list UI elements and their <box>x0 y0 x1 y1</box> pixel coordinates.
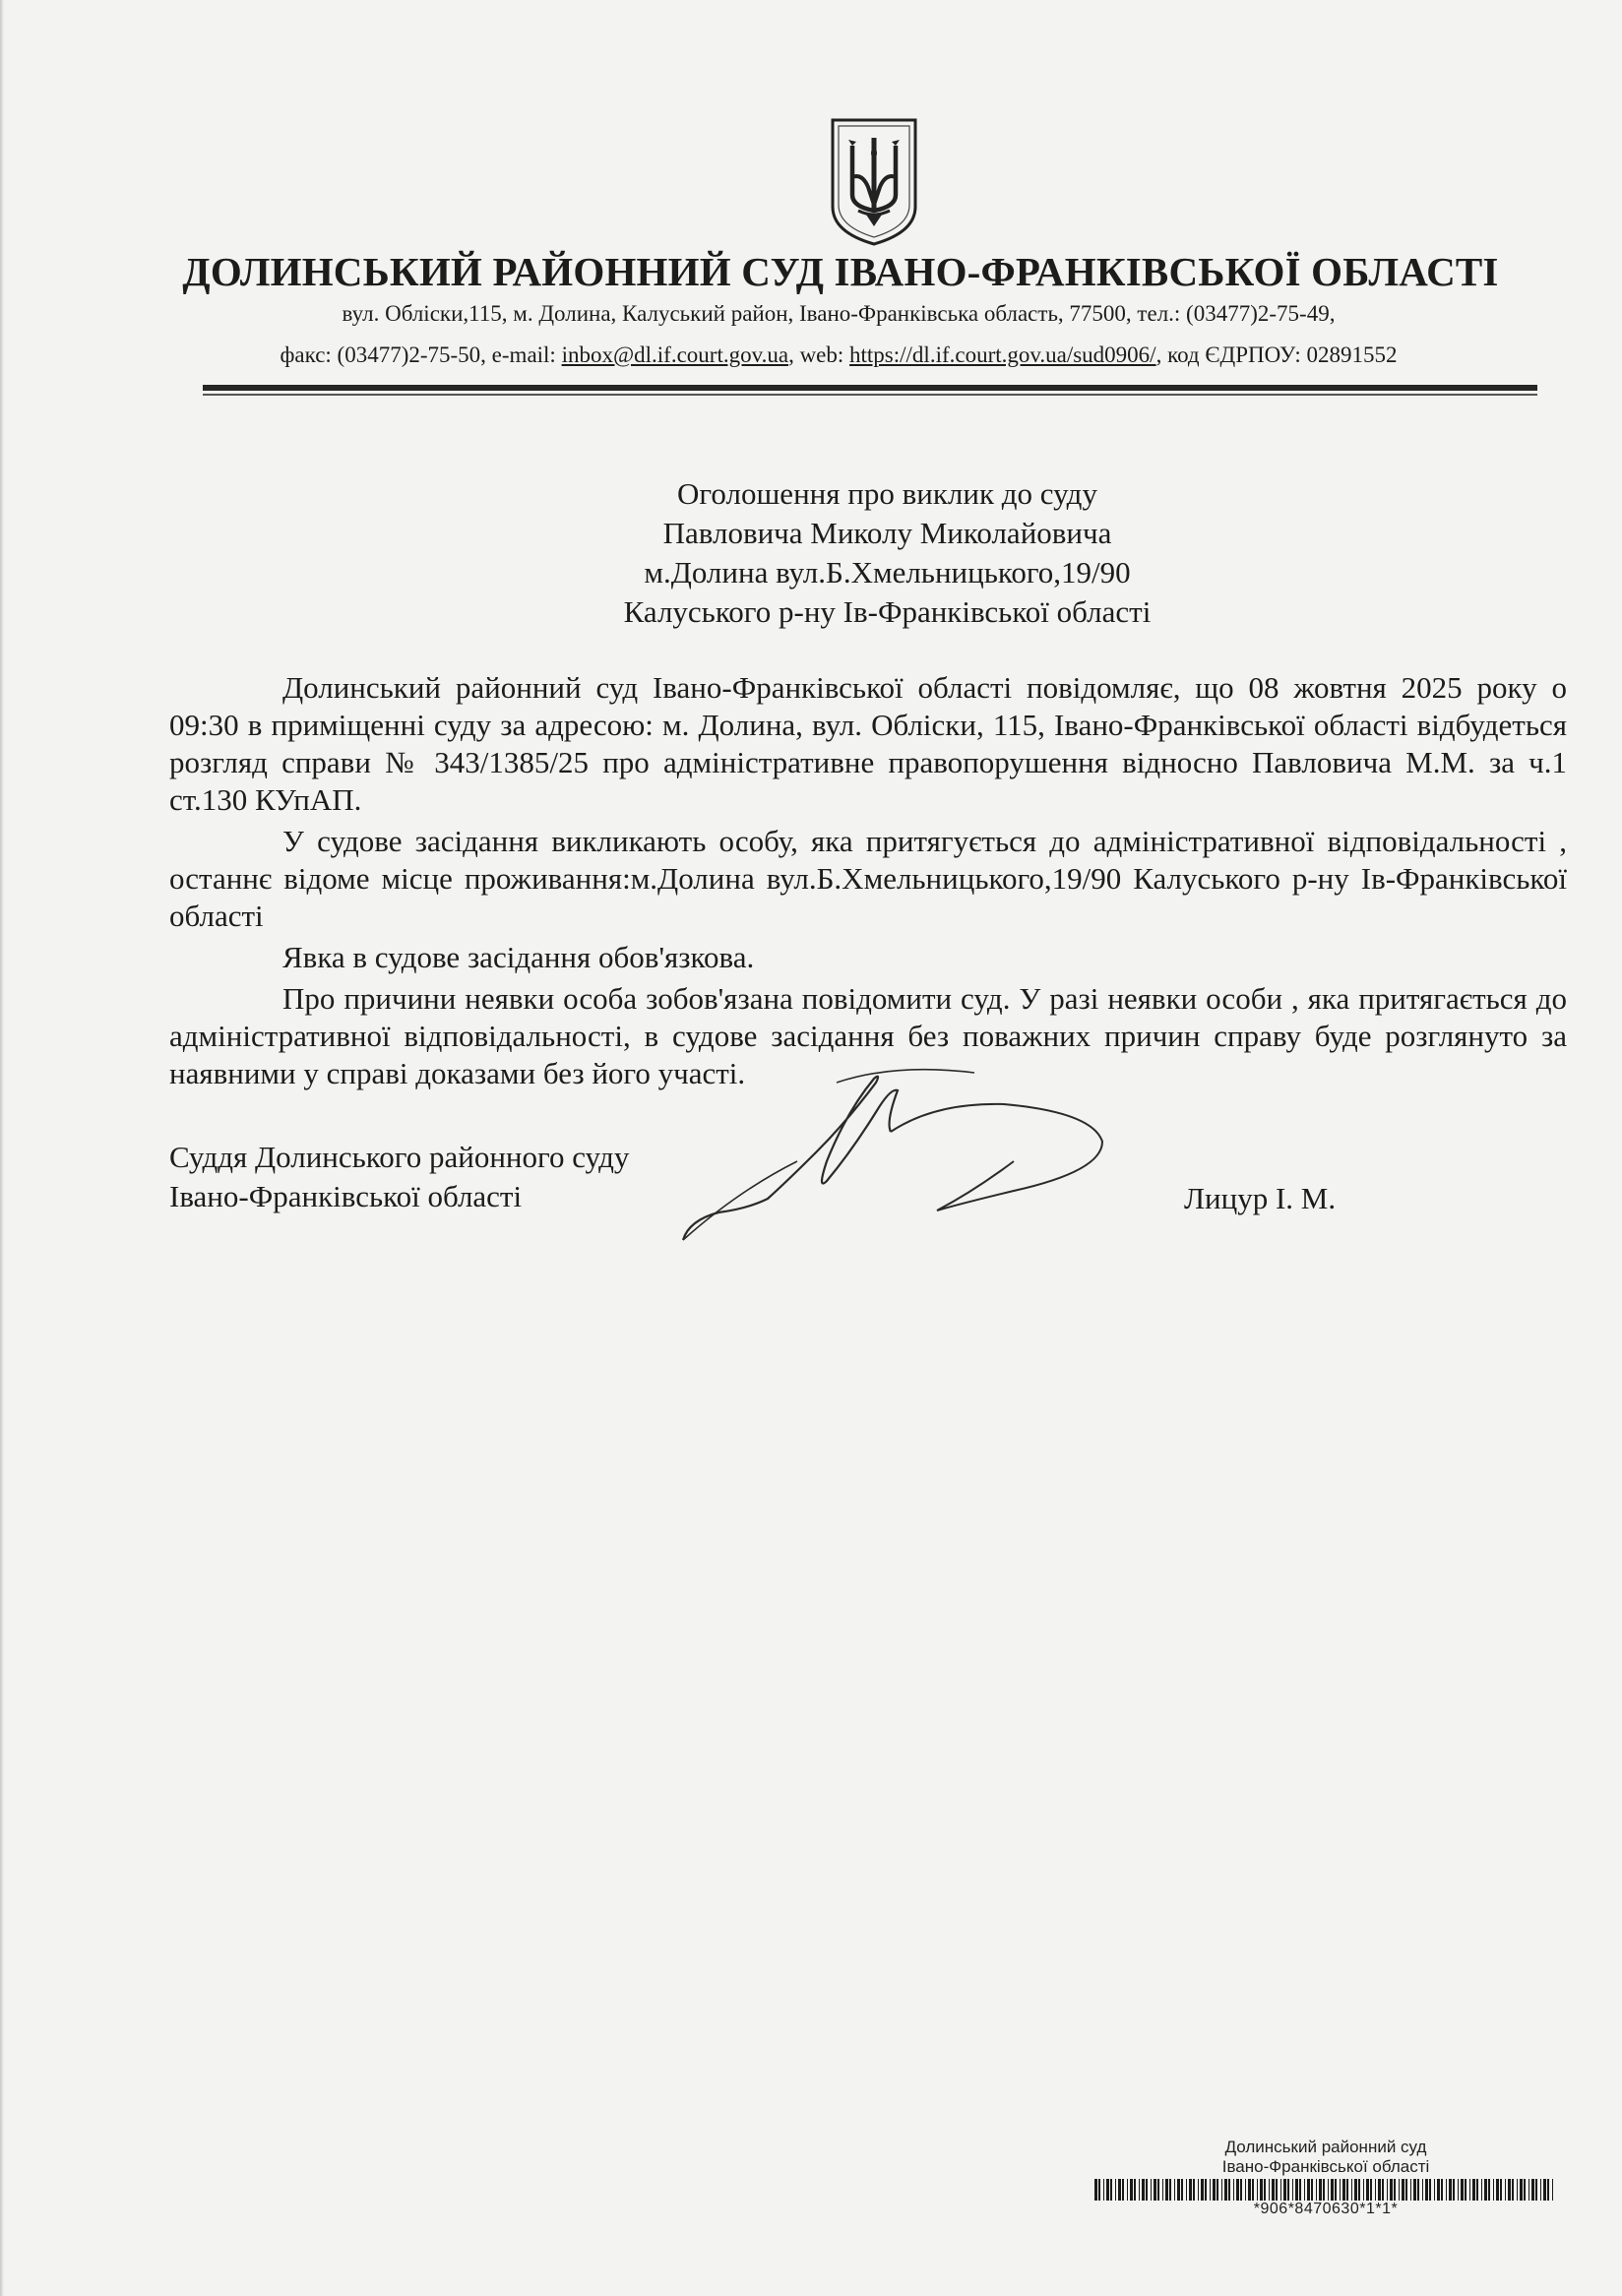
barcode-bar <box>1378 2179 1381 2201</box>
barcode-bar <box>1547 2179 1549 2201</box>
barcode-bar <box>1528 2179 1529 2201</box>
barcode-number: *906*8470630*1*1* <box>1253 2201 1399 2217</box>
barcode-bar <box>1307 2179 1310 2201</box>
barcode-bar <box>1154 2179 1156 2201</box>
barcode-bar <box>1210 2179 1211 2201</box>
barcode-bar <box>1552 2179 1553 2201</box>
barcode-bar <box>1472 2179 1475 2201</box>
barcode-bar <box>1276 2179 1278 2201</box>
ukraine-coat-of-arms-icon <box>829 116 919 248</box>
barcode-bar <box>1358 2179 1360 2201</box>
barcode-bar <box>1304 2179 1305 2201</box>
barcode-bar <box>1484 2179 1487 2201</box>
paragraph-absence: Про причини неявки особа зобов'язана повідомити суд. У разі неявки особи , яка притягається до адміністративної відповідальності, в судове засідання без поважних причин справу буде розглянуто за наявними у справі доказами без його участі. <box>169 981 1567 1090</box>
barcode-bar <box>1429 2179 1431 2201</box>
judge-title-line: Суддя Долинського районного суду <box>169 1140 630 1174</box>
paragraph-attendance: Явка в судове засідання обов'язкова. <box>282 940 755 974</box>
barcode-bar <box>1505 2179 1506 2201</box>
barcode-bar <box>1387 2179 1388 2201</box>
barcode-bar <box>1174 2179 1175 2201</box>
barcode-bar <box>1146 2179 1148 2201</box>
barcode-bar <box>1441 2179 1443 2201</box>
email-link[interactable]: inbox@dl.if.court.gov.ua <box>561 342 789 367</box>
barcode-bar <box>1151 2179 1152 2201</box>
notice-heading <box>0 474 1622 632</box>
court-contacts <box>0 342 1622 368</box>
barcode-bar <box>1399 2179 1400 2201</box>
barcode-bar <box>1103 2179 1104 2201</box>
barcode-bar <box>1157 2179 1159 2201</box>
barcode-bar <box>1280 2179 1281 2201</box>
barcode-bar <box>1228 2179 1230 2201</box>
barcode-bar <box>1287 2179 1289 2201</box>
barcode-bar <box>1453 2179 1455 2201</box>
barcode-bar <box>1252 2179 1254 2201</box>
judge-region-line: Івано-Франківської області <box>169 1179 523 1213</box>
barcode-bar <box>1331 2179 1334 2201</box>
barcode-bar <box>1292 2179 1293 2201</box>
barcode-bar <box>1366 2179 1369 2201</box>
barcode-bar <box>1328 2179 1329 2201</box>
barcode-bar <box>1205 2179 1207 2201</box>
barcode-bar <box>1272 2179 1275 2201</box>
barcode-bar <box>1531 2179 1534 2201</box>
registration-stamp <box>1094 2138 1557 2218</box>
barcode-bar <box>1311 2179 1313 2201</box>
barcode-bar <box>1127 2179 1128 2201</box>
handwritten-signature <box>679 1043 1122 1260</box>
barcode-bar <box>1402 2179 1404 2201</box>
barcode-bar <box>1500 2179 1502 2201</box>
barcode-bar <box>1417 2179 1419 2201</box>
barcode-bar <box>1319 2179 1322 2201</box>
stamp-region-line: Івано-Франківської області <box>1221 2157 1430 2176</box>
barcode-bar <box>1269 2179 1270 2201</box>
barcode-bar <box>1139 2179 1140 2201</box>
barcode-bar <box>1193 2179 1195 2201</box>
barcode-bar <box>1346 2179 1348 2201</box>
barcode-bar <box>1189 2179 1192 2201</box>
barcode-bar <box>1257 2179 1258 2201</box>
barcode-bar <box>1335 2179 1337 2201</box>
barcode-bar <box>1405 2179 1407 2201</box>
web-label: , web: <box>788 342 850 367</box>
stamp-court-line: Долинський районний суд <box>1224 2138 1427 2156</box>
barcode-bar <box>1496 2179 1499 2201</box>
barcode <box>1094 2179 1557 2201</box>
barcode-bar <box>1264 2179 1266 2201</box>
barcode-bar <box>1434 2179 1435 2201</box>
barcode-bar <box>1169 2179 1171 2201</box>
barcode-bar <box>1520 2179 1523 2201</box>
addressee-street: м.Долина вул.Б.Хмельницького,19/90 <box>644 555 1131 590</box>
barcode-bar <box>1248 2179 1251 2201</box>
website-link[interactable]: https://dl.if.court.gov.ua/sud0906/ <box>849 342 1156 367</box>
barcode-bar <box>1351 2179 1352 2201</box>
notice-title: Оголошення про виклик до суду <box>677 476 1097 511</box>
barcode-bar <box>1260 2179 1263 2201</box>
court-name: ДОЛИНСЬКИЙ РАЙОННИЙ СУД ІВАНО-ФРАНКІВСЬКОЇ ОБЛАСТІ <box>182 249 1499 294</box>
barcode-bar <box>1363 2179 1364 2201</box>
barcode-bar <box>1216 2179 1218 2201</box>
barcode-bar <box>1198 2179 1199 2201</box>
barcode-bar <box>1201 2179 1204 2201</box>
addressee-region: Калуського р-ну Ів-Франківської області <box>623 594 1152 629</box>
barcode-bar <box>1122 2179 1124 2201</box>
barcode-bar <box>1469 2179 1470 2201</box>
barcode-bar <box>1240 2179 1242 2201</box>
barcode-bar <box>1181 2179 1183 2201</box>
barcode-bar <box>1110 2179 1112 2201</box>
barcode-bar <box>1465 2179 1466 2201</box>
barcode-bar <box>1524 2179 1526 2201</box>
barcode-bar <box>1245 2179 1246 2201</box>
barcode-bar <box>1461 2179 1464 2201</box>
barcode-bar <box>1233 2179 1234 2201</box>
barcode-bar <box>1340 2179 1341 2201</box>
fax-text: факс: (03477)2-75-50, e-mail: <box>280 342 562 367</box>
barcode-bar <box>1512 2179 1514 2201</box>
barcode-bar <box>1425 2179 1428 2201</box>
barcode-bar <box>1458 2179 1459 2201</box>
barcode-bar <box>1342 2179 1345 2201</box>
paragraph-hearing: Долинський районний суд Івано-Франківської області повідомляє, що 08 жовтня 2025 року о 09:30 в приміщенні суду за адресою: м. Долина, вул. Обліски, 115, Івано-Франківської області відбудеться розгляд справи № 343/1385/25 про адміністративне правопорушення відносно Павловича М.М. за ч.1 ст.130 КУпАП. <box>169 670 1567 817</box>
barcode-bar <box>1410 2179 1411 2201</box>
barcode-bar <box>1449 2179 1452 2201</box>
barcode-bar <box>1186 2179 1187 2201</box>
barcode-bar <box>1540 2179 1541 2201</box>
barcode-bar <box>1236 2179 1239 2201</box>
barcode-bar <box>1316 2179 1317 2201</box>
barcode-bar <box>1213 2179 1216 2201</box>
notice-body <box>169 669 1567 1096</box>
barcode-bar <box>1543 2179 1546 2201</box>
court-address: вул. Обліски,115, м. Долина, Калуський район, Івано-Франківська область, 77500, тел.: (03477)2-75-49, <box>342 301 1336 326</box>
barcode-bar <box>1177 2179 1180 2201</box>
barcode-bar <box>1162 2179 1163 2201</box>
barcode-bar <box>1375 2179 1376 2201</box>
barcode-bar <box>1299 2179 1301 2201</box>
barcode-bar <box>1535 2179 1537 2201</box>
barcode-bar <box>1394 2179 1396 2201</box>
judge-title <box>169 1138 629 1216</box>
header-divider-thin <box>203 394 1537 396</box>
barcode-bar <box>1142 2179 1145 2201</box>
addressee-name: Павловича Миколу Миколайовича <box>662 516 1112 550</box>
barcode-bar <box>1354 2179 1357 2201</box>
barcode-bar <box>1493 2179 1494 2201</box>
barcode-bar <box>1323 2179 1325 2201</box>
barcode-bar <box>1106 2179 1109 2201</box>
barcode-bar <box>1382 2179 1384 2201</box>
barcode-bar <box>1283 2179 1286 2201</box>
barcode-bar <box>1422 2179 1423 2201</box>
barcode-bar <box>1481 2179 1482 2201</box>
barcode-bar <box>1295 2179 1298 2201</box>
barcode-bar <box>1437 2179 1440 2201</box>
barcode-bar <box>1488 2179 1490 2201</box>
barcode-bar <box>1165 2179 1168 2201</box>
barcode-bar <box>1446 2179 1447 2201</box>
barcode-bar <box>1134 2179 1136 2201</box>
barcode-bar <box>1476 2179 1478 2201</box>
edrpou-code: , код ЄДРПОУ: 02891552 <box>1155 342 1398 367</box>
judge-name: Лицур І. М. <box>1184 1181 1337 1215</box>
barcode-bar <box>1094 2179 1097 2201</box>
header-divider <box>203 385 1537 391</box>
barcode-bar <box>1370 2179 1372 2201</box>
barcode-bar <box>1118 2179 1121 2201</box>
barcode-bar <box>1517 2179 1518 2201</box>
barcode-bar <box>1221 2179 1222 2201</box>
barcode-bar <box>1130 2179 1133 2201</box>
paragraph-summons: У судове засідання викликають особу, яка притягується до адміністративної відповідальності , останнє відоме місце проживання:м.Долина вул.Б.Хмельницького,19/90 Калуського р-ну Ів-Франківської області <box>169 824 1567 933</box>
barcode-bar <box>1390 2179 1393 2201</box>
barcode-bar <box>1508 2179 1511 2201</box>
barcode-bar <box>1224 2179 1227 2201</box>
barcode-bar <box>1098 2179 1100 2201</box>
barcode-bar <box>1413 2179 1416 2201</box>
barcode-bar <box>1115 2179 1116 2201</box>
